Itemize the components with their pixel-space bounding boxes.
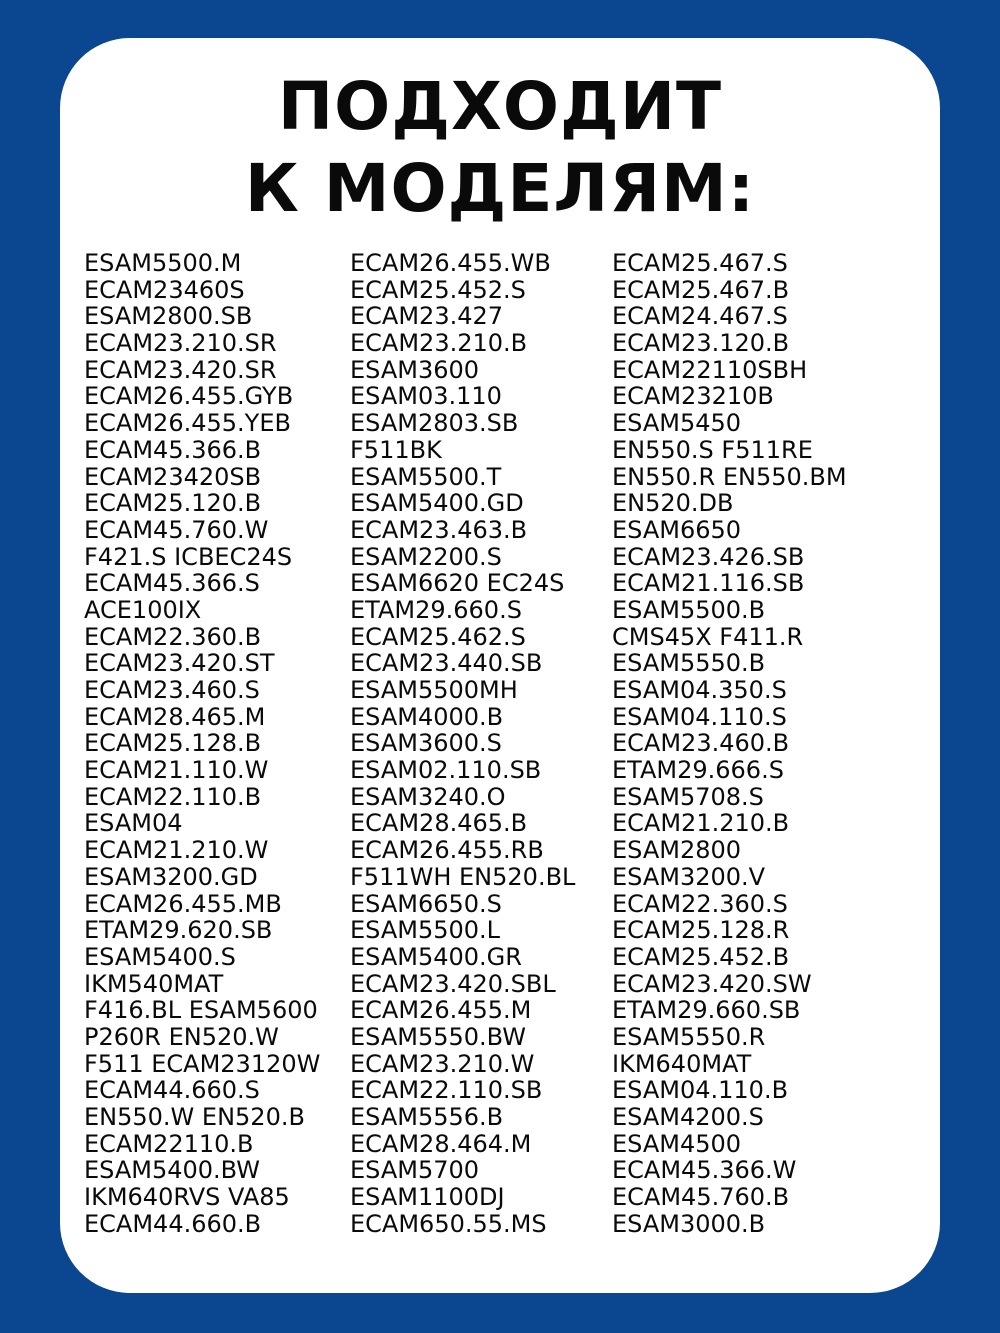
- model-list-item: ETAM29.666.S: [612, 756, 784, 785]
- model-list-item: ECAM23.427: [350, 302, 504, 331]
- model-list-item: ESAM6650.S: [350, 889, 502, 918]
- model-list-item: ECAM25.467.S: [612, 249, 788, 277]
- model-list-item: ESAM3200.V: [612, 862, 766, 891]
- model-list-item: ESAM5500.M: [84, 249, 242, 277]
- model-list-item: ECAM44.660.S: [84, 1076, 260, 1105]
- model-list-item: ECAM23.210.W: [350, 1049, 535, 1078]
- model-list-item: ECAM23.426.SB: [612, 542, 805, 571]
- model-list-item: ECAM21.210.B: [612, 809, 790, 838]
- model-list-item: ECAM45.366.S: [84, 569, 260, 598]
- model-list-item: ECAM25.452.B: [612, 942, 790, 971]
- model-list-item: ESAM3000.B: [612, 1209, 766, 1238]
- model-list-item: ESAM02.110.SB: [350, 756, 542, 785]
- model-list-item: ECAM650.55.MS: [350, 1209, 547, 1238]
- model-list-item: ESAM03.110: [350, 382, 502, 411]
- model-list-item: ESAM1100DJ: [350, 1183, 505, 1212]
- model-list-item: ETAM29.660.S: [350, 595, 522, 624]
- model-list-item: ECAM25.467.B: [612, 275, 790, 304]
- model-list-item: ESAM5500.L: [350, 916, 501, 945]
- model-list-item: ACE100IX: [84, 595, 202, 624]
- model-list-item: ESAM4500: [612, 1129, 742, 1158]
- title-line-2: К МОДЕЛЯМ:: [244, 150, 756, 227]
- model-list-item: ECAM23.420.SW: [612, 969, 812, 998]
- model-list-item: ESAM5550.BW: [350, 1022, 527, 1051]
- model-list-item: ECAM26.455.RB: [350, 836, 544, 865]
- model-list-item: CMS45X F411.R: [612, 622, 804, 651]
- model-list-item: F416.BL ESAM5600: [84, 996, 318, 1025]
- model-list-item: ECAM23.440.SB: [350, 649, 543, 678]
- model-list-item: ECAM26.455.MB: [84, 889, 282, 918]
- model-list-item: ESAM5550.B: [612, 649, 766, 678]
- model-list-item: F511 ECAM23120W: [84, 1049, 321, 1078]
- model-column-2: [350, 250, 575, 1237]
- model-list-item: ECAM25.120.B: [84, 489, 262, 518]
- model-list-item: ECAM26.455.WB: [350, 249, 551, 277]
- model-list-item: ESAM6650: [612, 515, 742, 544]
- model-list-item: ESAM3240.O: [350, 782, 506, 811]
- model-list-item: ECAM45.760.W: [84, 515, 269, 544]
- model-list-item: ECAM23210B: [612, 382, 774, 411]
- model-list-item: ECAM22.360.S: [612, 889, 788, 918]
- model-list-item: ECAM22.360.B: [84, 622, 262, 651]
- model-list-item: ECAM23.463.B: [350, 515, 528, 544]
- model-list-item: ECAM23.210.B: [350, 329, 528, 358]
- model-list-item: ECAM25.452.S: [350, 275, 526, 304]
- model-list-item: EN550.W EN520.B: [84, 1103, 305, 1131]
- model-list-item: ESAM3600: [350, 355, 480, 384]
- model-list-item: ETAM29.620.SB: [84, 916, 273, 945]
- model-list-item: ECAM26.455.M: [350, 996, 532, 1025]
- content-card: [60, 38, 940, 1293]
- model-list-item: ECAM45.366.B: [84, 435, 262, 464]
- model-list-item: ESAM5500.T: [350, 462, 502, 491]
- model-list-item: EN550.S F511RE: [612, 435, 813, 464]
- model-list-item: ECAM44.660.B: [84, 1209, 262, 1238]
- model-list-item: ECAM28.465.M: [84, 702, 266, 731]
- model-list-item: ECAM25.462.S: [350, 622, 526, 651]
- model-list-item: ECAM45.760.B: [612, 1183, 790, 1212]
- model-list-item: ESAM5400.BW: [84, 1156, 261, 1185]
- model-list-item: ESAM04: [84, 809, 183, 838]
- model-list-item: ECAM25.128.B: [84, 729, 262, 758]
- model-list-item: ECAM22.110.B: [84, 782, 262, 811]
- model-list-item: ESAM4000.B: [350, 702, 504, 731]
- model-list-item: ECAM26.455.YEB: [84, 409, 291, 438]
- model-list-item: ECAM26.455.GYB: [84, 382, 294, 411]
- model-list-item: ESAM2800.SB: [84, 302, 253, 331]
- model-list-item: ESAM5700: [350, 1156, 480, 1185]
- model-list-item: ECAM28.465.B: [350, 809, 528, 838]
- model-list-item: ECAM21.210.W: [84, 836, 269, 865]
- model-list-item: ETAM29.660.SB: [612, 996, 801, 1025]
- model-list-item: ESAM5400.GD: [350, 489, 524, 518]
- model-list-item: IKM640MAT: [612, 1049, 752, 1078]
- model-list-item: ECAM23.420.ST: [84, 649, 275, 678]
- model-list-item: ECAM22110.B: [84, 1129, 254, 1158]
- model-list-item: ESAM5550.R: [612, 1022, 766, 1051]
- model-list-item: F511BK: [350, 435, 442, 464]
- model-list-item: ECAM45.366.W: [612, 1156, 797, 1185]
- model-list-item: ESAM3600.S: [350, 729, 502, 758]
- model-list-item: ESAM5500MH: [350, 676, 518, 704]
- model-list-item: ECAM28.464.M: [350, 1129, 532, 1158]
- page-title: [60, 66, 940, 230]
- model-list-item: ECAM22110SBH: [612, 355, 808, 384]
- model-list-item: P260R EN520.W: [84, 1022, 279, 1051]
- model-list-item: ECAM23.460.B: [612, 729, 790, 758]
- model-list-item: ESAM4200.S: [612, 1103, 764, 1131]
- model-list-item: ESAM04.110.B: [612, 1076, 789, 1105]
- model-list-item: ESAM5556.B: [350, 1103, 504, 1131]
- model-list-item: ECAM23.420.SBL: [350, 969, 556, 998]
- model-list-item: ESAM04.110.S: [612, 702, 787, 731]
- model-list-item: ESAM5500.B: [612, 595, 766, 624]
- model-list-item: ECAM23460S: [84, 275, 245, 304]
- model-list-item: ESAM5708.S: [612, 782, 764, 811]
- model-list-item: ECAM21.110.W: [84, 756, 269, 785]
- model-list-item: EN520.DB: [612, 489, 734, 518]
- model-list-item: IKM640RVS VA85: [84, 1183, 290, 1212]
- model-list-item: F511WH EN520.BL: [350, 862, 576, 891]
- model-list-item: ECAM23.210.SR: [84, 329, 277, 358]
- model-list-item: ECAM23.420.SR: [84, 355, 277, 384]
- model-list-item: ECAM23420SB: [84, 462, 262, 491]
- model-list-item: ECAM22.110.SB: [350, 1076, 543, 1105]
- model-list-item: IKM540MAT: [84, 969, 224, 998]
- model-list-item: ECAM23.460.S: [84, 676, 260, 704]
- model-list-item: ESAM5450: [612, 409, 742, 438]
- model-list-item: ESAM2200.S: [350, 542, 502, 571]
- model-list-item: ESAM2803.SB: [350, 409, 519, 438]
- title-line-1: ПОДХОДИТ: [277, 68, 723, 145]
- model-list-item: ESAM3200.GD: [84, 862, 258, 891]
- model-list-item: ECAM25.128.R: [612, 916, 790, 945]
- model-list-item: EN550.R EN550.BM: [612, 462, 847, 491]
- model-column-1: [84, 250, 320, 1237]
- model-list-item: ESAM04.350.S: [612, 676, 787, 704]
- model-list-item: ECAM21.116.SB: [612, 569, 805, 598]
- model-list-item: ESAM6620 EC24S: [350, 569, 565, 598]
- model-column-3: [612, 250, 847, 1237]
- model-list-item: ECAM23.120.B: [612, 329, 790, 358]
- model-list-item: ESAM2800: [612, 836, 742, 865]
- model-list-item: F421.S ICBEC24S: [84, 542, 293, 571]
- model-list-item: ECAM24.467.S: [612, 302, 788, 331]
- model-list-item: ESAM5400.S: [84, 942, 236, 971]
- model-list-item: ESAM5400.GR: [350, 942, 522, 971]
